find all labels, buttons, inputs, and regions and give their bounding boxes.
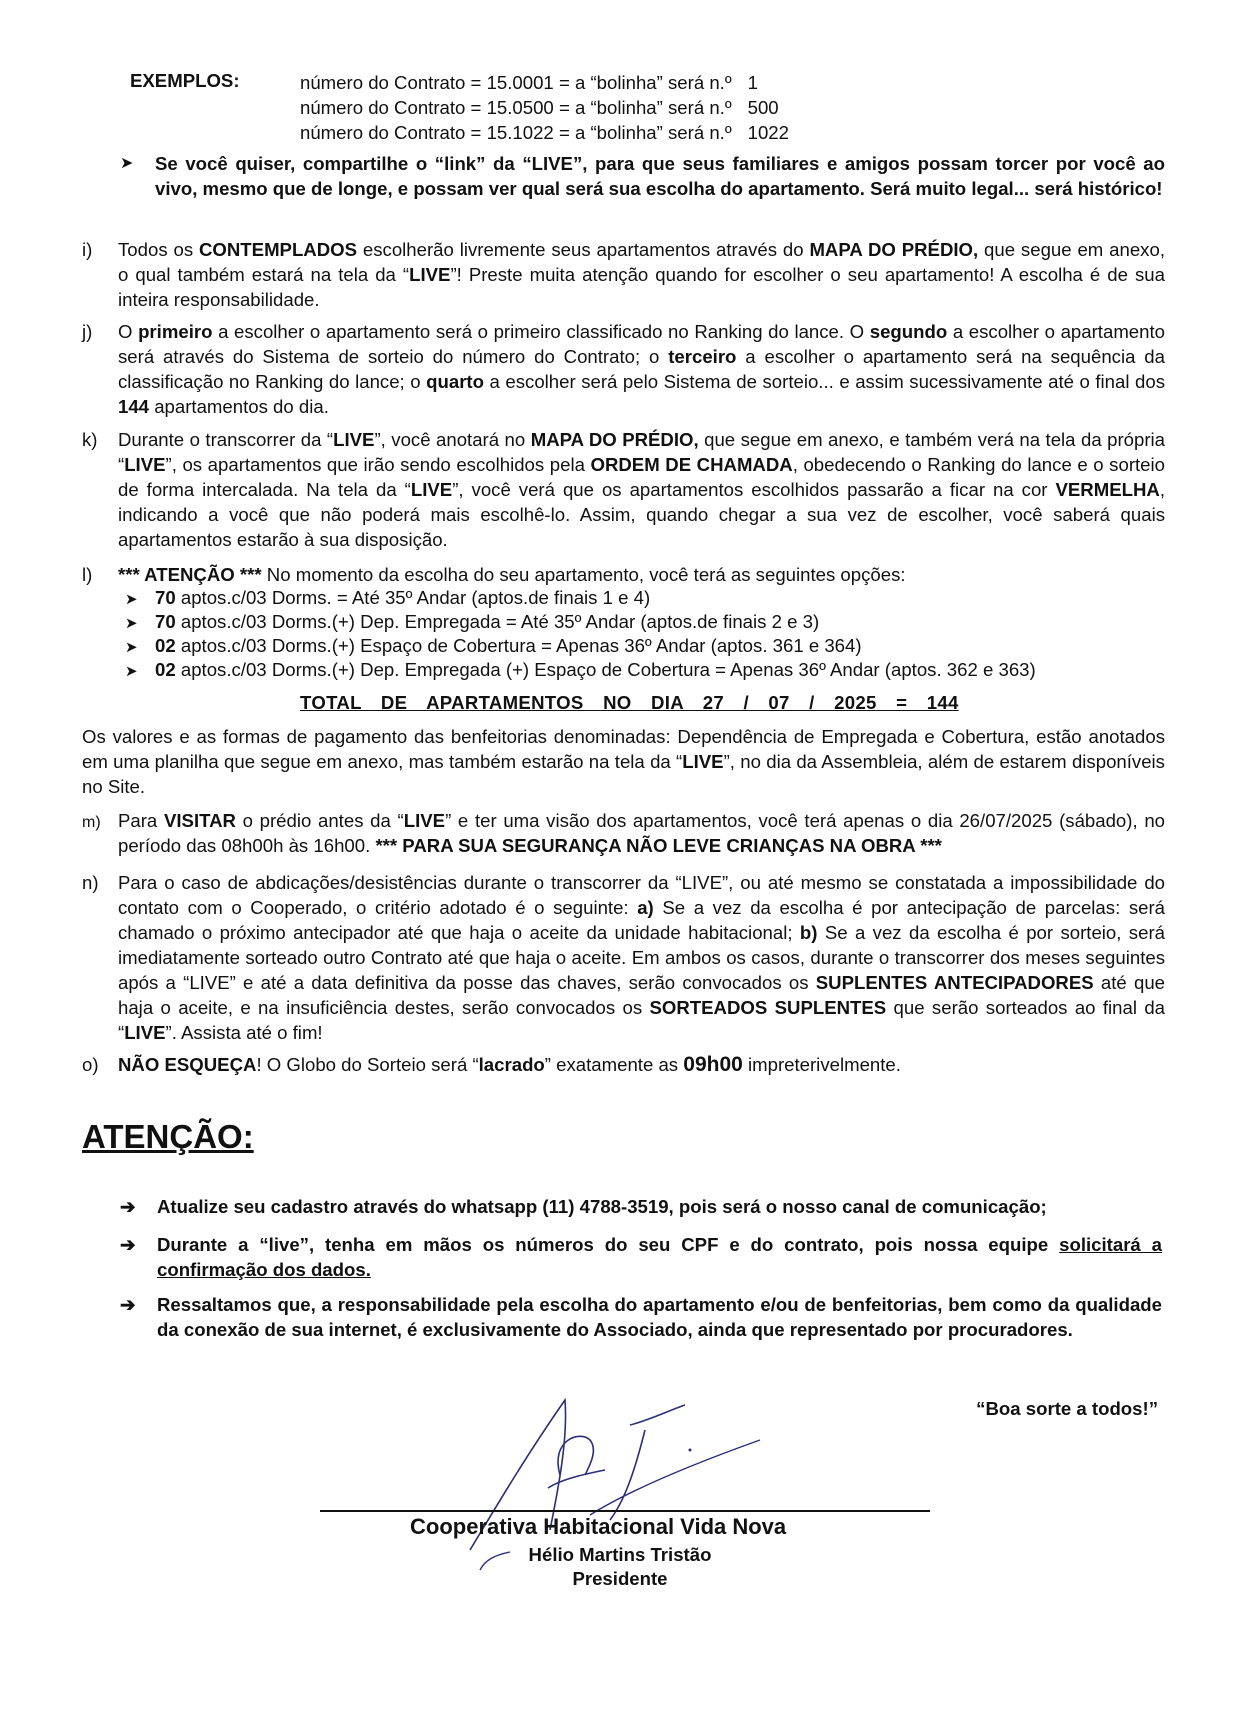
example-line: número do Contrato = 15.0500 = a “bolinha” será n.º 500 [300, 97, 779, 118]
examples-title: EXEMPLOS: [130, 70, 240, 91]
values-note: Os valores e as formas de pagamento das benfeitorias denominadas: Dependência de Empregada e Cobertura, estão anotados em uma planilha que segue em anexo, mas também estarão na tela da “LIVE”, no dia da Assembleia, além de estarem disponíveis no Site. [82, 726, 1165, 797]
item-label-i: i) [82, 239, 93, 260]
item-m: Para VISITAR o prédio antes da “LIVE” e ter uma visão dos apartamentos, você terá apenas o dia 26/07/2025 (sábado), no período das 08h00h às 16h00. *** PARA SUA SEGURANÇA NÃO LEVE CRIANÇAS NA OBRA *** [118, 810, 1165, 856]
item-label-m: m) [82, 814, 101, 831]
item-label-k: k) [82, 429, 98, 450]
signature-name: Hélio Martins Tristão [528, 1544, 712, 1565]
item-o: NÃO ESQUEÇA! O Globo do Sorteio será “lacrado” exatamente as 09h00 impreterivelmente. [118, 1053, 901, 1076]
option-row: ➤ 02 aptos.c/03 Dorms.(+) Dep. Empregada (+) Espaço de Cobertura = Apenas 36º Andar (aptos. 362 e 363) [125, 658, 1036, 684]
attention-bullet: ➔ Atualize seu cadastro através do whatsapp (11) 4788-3519, pois será o nosso canal de comunicação; [120, 1196, 1047, 1217]
item-label-n: n) [82, 872, 99, 893]
right-arrow-icon: ➔ [120, 1294, 136, 1315]
signature-organization: Cooperativa Habitacional Vida Nova [410, 1514, 787, 1539]
option-row: ➤ 70 aptos.c/03 Dorms.(+) Dep. Empregada = Até 35º Andar (aptos.de finais 2 e 3) [125, 610, 819, 636]
attention-title: ATENÇÃO: [82, 1118, 254, 1155]
example-line: número do Contrato = 15.0001 = a “bolinha” será n.º 1 [300, 72, 758, 93]
right-arrow-icon: ➔ [120, 1234, 136, 1255]
item-i: Todos os CONTEMPLADOS escolherão livremente seus apartamentos através do MAPA DO PRÉDIO, que segue em anexo, o qual também estará na tela da “LIVE”! Preste muita atenção quando for escolher o seu apartamento! A escolha é de sua inteira responsabilidade. [118, 239, 1165, 310]
example-line: número do Contrato = 15.1022 = a “bolinha” será n.º 1022 [300, 122, 789, 143]
item-j: O primeiro a escolher o apartamento será o primeiro classificado no Ranking do lance. O segundo a escolher o apartamento será através do Sistema de sorteio do número do Contrato; o terceiro a escolher o apartamento será na sequência da classificação no Ranking do lance; o quarto a escolher será pelo Sistema de sorteio... e assim sucessivamente até o final dos 144 apartamentos do dia. [118, 321, 1165, 417]
signature-line [320, 1510, 930, 1512]
attention-bullet: ➔ Ressaltamos que, a responsabilidade pela escolha do apartamento e/ou de benfeitorias, bem como da qualidade da conexão de sua internet, é exclusivamente do Associado, ainda que representado por procuradores. [120, 1294, 1162, 1340]
option-row: ➤ 02 aptos.c/03 Dorms.(+) Espaço de Cobertura = Apenas 36º Andar (aptos. 361 e 364) [125, 634, 862, 660]
share-note: Se você quiser, compartilhe o “link” da “LIVE”, para que seus familiares e amigos possam torcer por você ao vivo, mesmo que de longe, e possam ver qual será sua escolha do apartamento. Será muito legal... será histórico! [155, 153, 1165, 199]
item-label-j: j) [82, 321, 93, 342]
examples-list [300, 70, 798, 145]
arrowhead-icon: ➤ [125, 639, 138, 656]
item-label-l: l) [82, 564, 93, 585]
option-row: ➤ 70 aptos.c/03 Dorms. = Até 35º Andar (aptos.de finais 1 e 4) [125, 586, 650, 612]
item-l: *** ATENÇÃO *** No momento da escolha do seu apartamento, você terá as seguintes opções: [118, 564, 906, 585]
right-arrow-icon: ➔ [120, 1196, 136, 1217]
arrowhead-icon: ➤ [120, 155, 134, 172]
signature-role: Presidente [572, 1568, 668, 1589]
arrowhead-icon: ➤ [125, 591, 138, 608]
item-n: Para o caso de abdicações/desistências durante o transcorrer da “LIVE”, ou até mesmo se constatada a impossibilidade do contato com o Cooperado, o critério adotado é o seguinte: a) Se a vez da escolha é por antecipação de parcelas: será chamado o próximo antecipador até que haja o aceite da unidade habitacional; b) Se a vez da escolha é por sorteio, será imediatamente sorteado outro Contrato até que haja o aceite. Em ambos os casos, durante o transcorrer dos meses seguintes após a “LIVE” e até a data definitiva da posse das chaves, serão convocados os SUPLENTES ANTECIPADORES até que haja o aceite, e na insuficiência destes, serão convocados os SORTEADOS SUPLENTES que serão sorteados ao final da “LIVE”. Assista até o fim! [118, 872, 1166, 1043]
attention-bullet: ➔ Durante a “live”, tenha em mãos os números do seu CPF e do contrato, pois nossa equipe solicitará a confirmação dos dados. [120, 1234, 1162, 1280]
arrowhead-icon: ➤ [125, 663, 138, 680]
total-apartments: TOTAL DE APARTAMENTOS NO DIA 27 / 07 / 2025 = 144 [300, 692, 959, 713]
item-label-o: o) [82, 1054, 99, 1075]
item-k: Durante o transcorrer da “LIVE”, você anotará no MAPA DO PRÉDIO, que segue em anexo, e também verá na tela da própria “LIVE”, os apartamentos que irão sendo escolhidos pela ORDEM DE CHAMADA, obedecendo o Ranking do lance e o sorteio de forma intercalada. Na tela da “LIVE”, você verá que os apartamentos escolhidos passarão a ficar na cor VERMELHA, indicando a você que não poderá mais escolhê-lo. Assim, quando chegar a sua vez de escolher, você saberá quais apartamentos estarão à sua disposição. [118, 429, 1166, 550]
arrowhead-icon: ➤ [125, 615, 138, 632]
closing-message: “Boa sorte a todos!” [976, 1398, 1158, 1419]
